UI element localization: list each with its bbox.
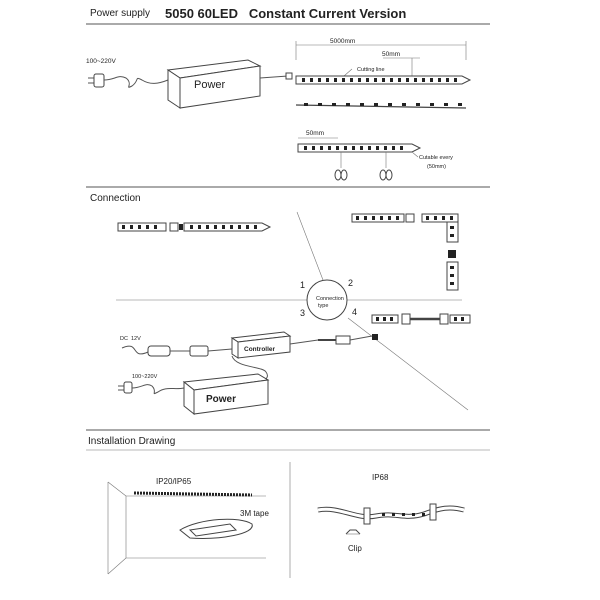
led-chip (154, 225, 157, 229)
ac-cable (104, 77, 168, 88)
led-chip (304, 146, 307, 150)
connection-type-2-strip (352, 214, 458, 290)
ip68-install-drawing (318, 504, 464, 524)
led-chip (352, 146, 355, 150)
led-chip (334, 78, 337, 82)
led-chip (366, 78, 369, 82)
led-chip (390, 317, 393, 321)
led-chip (346, 103, 350, 106)
led-chip (402, 103, 406, 106)
led-chip (332, 103, 336, 106)
led-chip (398, 78, 401, 82)
input-voltage-label: 100~220V (86, 58, 116, 65)
led-chip (412, 513, 415, 516)
led-chip (190, 225, 193, 229)
led-chip (422, 513, 425, 516)
quadrant-divider-ul (297, 212, 323, 280)
led-chip (318, 103, 322, 106)
quadrant-divider-lr (348, 318, 468, 410)
led-chip (390, 78, 393, 82)
controller-output-wire (290, 334, 378, 344)
led-chip (406, 78, 409, 82)
led-chip (304, 103, 308, 106)
led-chip (198, 225, 201, 229)
led-chip (310, 78, 313, 82)
connection-type-1: 1 (300, 280, 306, 290)
led-chip (396, 216, 399, 220)
led-chip (446, 78, 449, 82)
led-chip (376, 146, 379, 150)
led-chip (350, 78, 353, 82)
led-chip (392, 146, 395, 150)
led-chip (454, 317, 457, 321)
led-chip (402, 513, 405, 516)
connection-type-2-leds (356, 216, 454, 285)
led-chip (246, 225, 249, 229)
led-chip (376, 317, 379, 321)
led-chip (382, 513, 385, 516)
led-chip (426, 216, 429, 220)
power-label-2: Power (206, 394, 237, 405)
led-chip (122, 225, 125, 229)
led-chip (442, 216, 445, 220)
led-chip (360, 103, 364, 106)
dc-wire (260, 76, 288, 78)
led-chip (392, 513, 395, 516)
led-chip (380, 216, 383, 220)
scissors-icon (380, 152, 392, 180)
clip-icon (346, 530, 360, 534)
connection-type-4: 4 (352, 307, 358, 317)
led-chip (450, 234, 454, 237)
led-chip (364, 216, 367, 220)
led-chip (450, 282, 454, 285)
connection-type-3: 3 (300, 308, 306, 318)
led-chip (146, 225, 149, 229)
led-chip (450, 226, 454, 229)
led-chip (254, 225, 257, 229)
led-chip (461, 317, 464, 321)
cutting-line-label: Cutting line (357, 67, 385, 73)
led-chip (444, 103, 448, 106)
connection-type-label-1: Connection (316, 296, 344, 302)
clip-label: Clip (348, 544, 362, 553)
led-chip (312, 146, 315, 150)
led-chip (356, 216, 359, 220)
led-chip (430, 78, 433, 82)
ac-cable-2 (132, 385, 184, 394)
led-chip (130, 225, 133, 229)
led-chip (434, 216, 437, 220)
cutable-interval-label: (50mm) (427, 164, 446, 170)
led-chip (328, 146, 331, 150)
segment-length-label: 50mm (382, 51, 401, 58)
segment-length-2-label: 50mm (306, 130, 325, 137)
input-voltage-label-2: 100~220V (132, 374, 158, 380)
led-chip (342, 78, 345, 82)
led-chip (302, 78, 305, 82)
3m-tape-label: 3M tape (240, 509, 269, 518)
controller-label: Controller (244, 346, 276, 353)
installation-title: Installation Drawing (88, 436, 176, 447)
led-chip (416, 103, 420, 106)
ip68-label: IP68 (372, 473, 389, 482)
led-chip (374, 78, 377, 82)
led-chip (454, 78, 457, 82)
led-chip (358, 78, 361, 82)
led-chip (372, 216, 375, 220)
led-chip (326, 78, 329, 82)
controller-box (232, 332, 290, 358)
led-chip (450, 274, 454, 277)
led-chip (214, 225, 217, 229)
plug-icon (88, 74, 104, 87)
ip20-label: IP20/IP65 (156, 477, 192, 486)
led-chip (388, 216, 391, 220)
led-chip (222, 225, 225, 229)
led-chip (400, 146, 403, 150)
led-chip (383, 317, 386, 321)
dc-connector (286, 73, 292, 79)
led-chip (388, 103, 392, 106)
cutable-every-label: Cutable every (419, 155, 453, 161)
led-chip (318, 78, 321, 82)
connection-type-label-2: type (318, 303, 329, 309)
led-chip (414, 78, 417, 82)
led-chip (384, 146, 387, 150)
led-chip (450, 216, 453, 220)
led-chip (382, 78, 385, 82)
led-chip (458, 103, 462, 106)
led-chip (360, 146, 363, 150)
led-chip (206, 225, 209, 229)
led-chip (238, 225, 241, 229)
scissors-icon (335, 152, 347, 180)
led-chip (138, 225, 141, 229)
ip20-install-drawing (108, 482, 266, 574)
dc-voltage-label: DC 12V (120, 336, 141, 342)
led-chip (374, 103, 378, 106)
led-chip (336, 146, 339, 150)
page-title: 5050 60LED Constant Current Version (165, 6, 407, 21)
total-length-label: 5000mm (330, 38, 356, 45)
led-chip (450, 266, 454, 269)
dc-jack (122, 346, 232, 356)
connection-type-2: 2 (348, 278, 354, 288)
led-chip (438, 78, 441, 82)
led-chip (430, 103, 434, 106)
plug-icon (118, 382, 132, 393)
led-chip (230, 225, 233, 229)
power-supply-label: Power supply (90, 8, 151, 19)
power-label: Power (194, 79, 226, 91)
led-chip (344, 146, 347, 150)
connection-title: Connection (90, 193, 141, 204)
led-chip (422, 78, 425, 82)
led-chip (368, 146, 371, 150)
led-chip (320, 146, 323, 150)
